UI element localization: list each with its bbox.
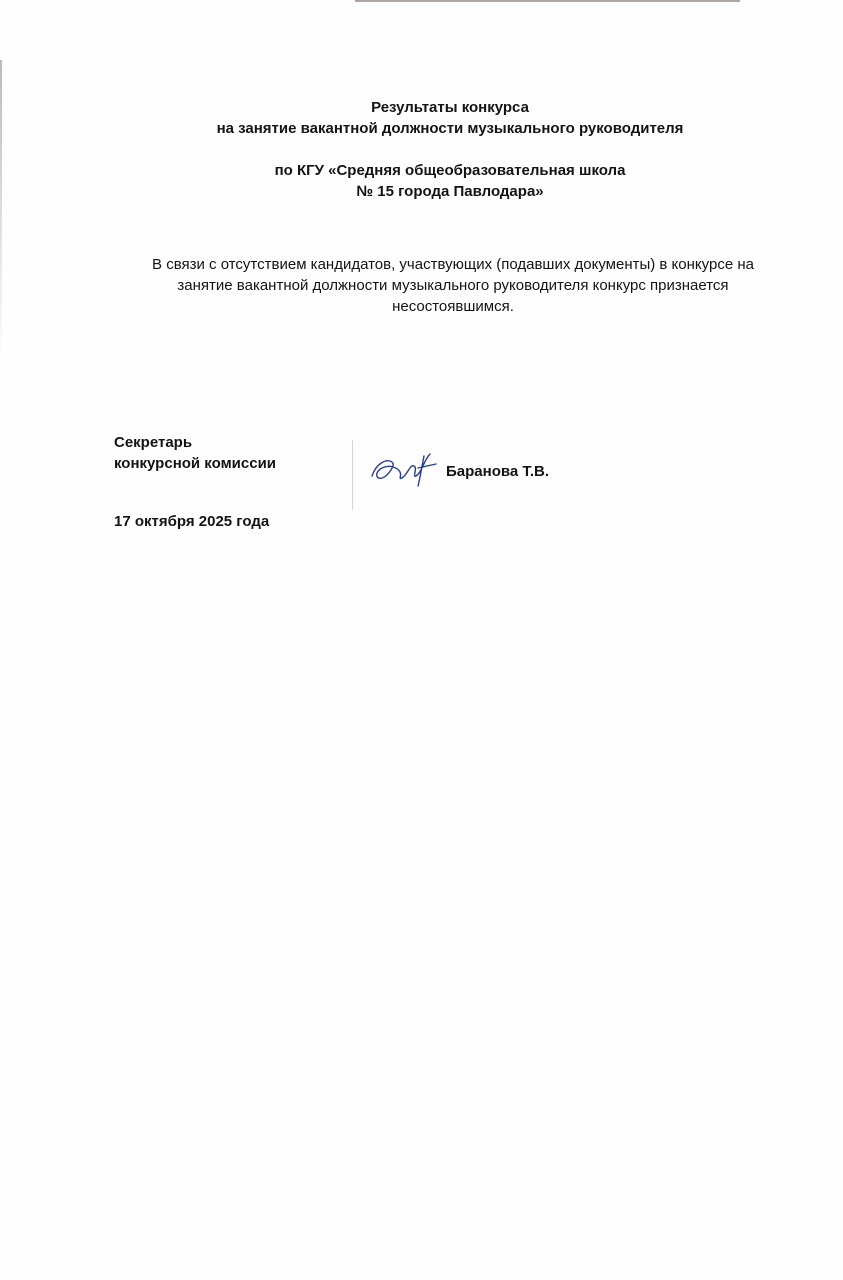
heading-school: по КГУ «Средняя общеобразовательная школа [274, 162, 626, 179]
heading-title: Результаты конкурса [371, 99, 529, 116]
document-date: 17 октября 2025 года [114, 513, 270, 530]
heading-position: на занятие вакантной должности музыкального руководителя [216, 120, 684, 137]
body-line: несостоявшимся. [392, 298, 514, 315]
scan-edge-top [355, 0, 740, 2]
scan-fold-line [352, 440, 353, 510]
signatory-committee: конкурсной комиссии [114, 455, 277, 472]
handwritten-signature [368, 446, 440, 488]
scan-edge-left [0, 60, 2, 360]
body-paragraph [128, 254, 778, 317]
signatory-title: Секретарь [114, 434, 193, 451]
signer-name: Баранова Т.В. [446, 463, 550, 480]
heading-school-city: № 15 города Павлодара» [356, 183, 544, 200]
body-line: занятие вакантной должности музыкального руководителя конкурс признается [177, 277, 729, 294]
body-line: В связи с отсутствием кандидатов, участвующих (подавших документы) в конкурсе на [152, 256, 754, 273]
